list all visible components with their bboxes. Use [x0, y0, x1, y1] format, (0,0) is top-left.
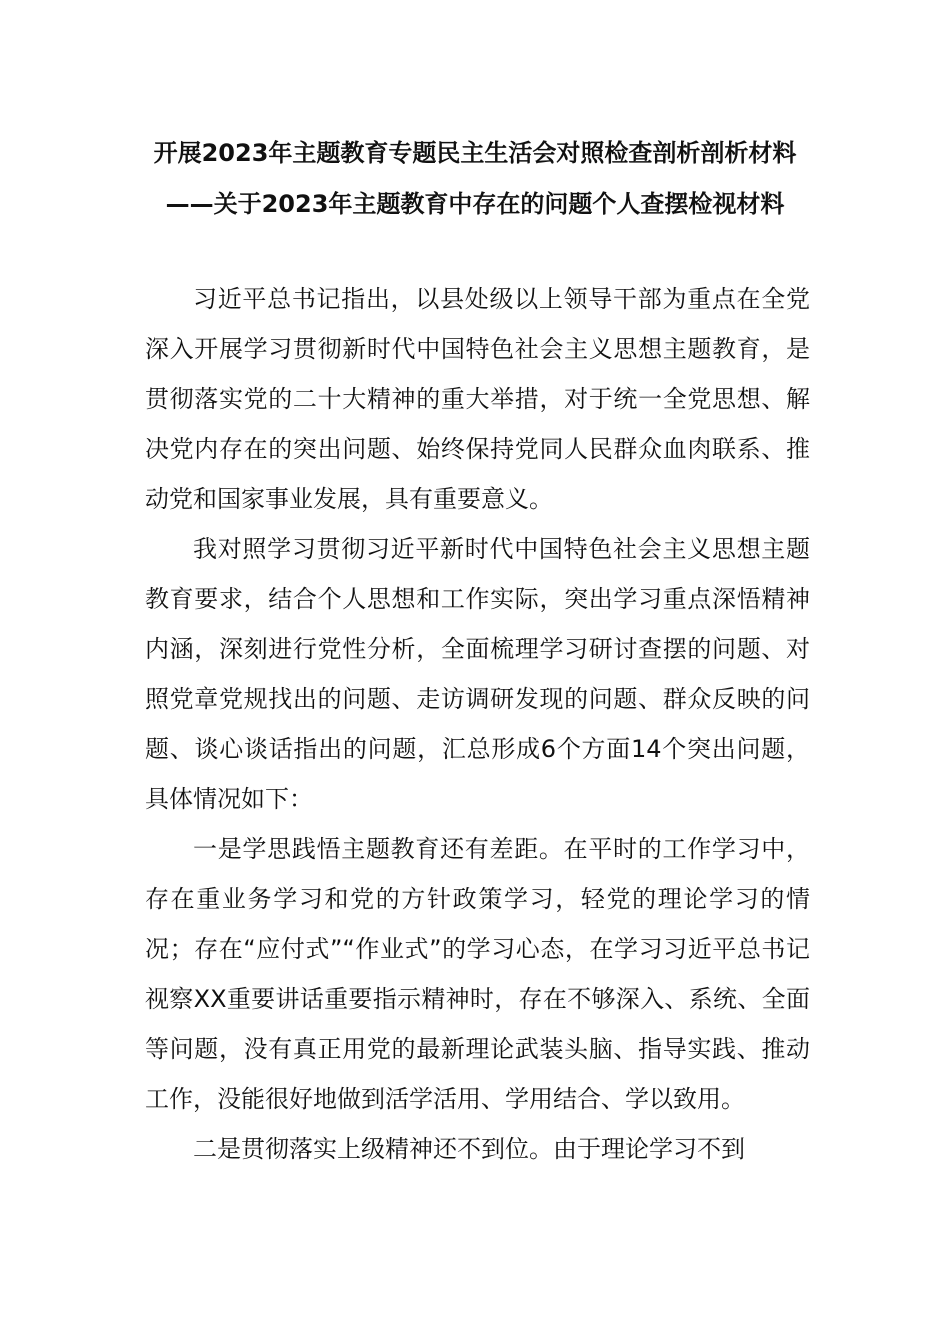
paragraph-issue-2: 二是贯彻落实上级精神还不到位。由于理论学习不到 [193, 1135, 745, 1163]
paragraph-intro: 习近平总书记指出，以县处级以上领导干部为重点在全党深入开展学习贯彻新时代中国特色社会主义思想主题教育，是贯彻落实党的二十大精神的重大举措，对于统一全党思想、解决党内存在的突出问题、始终保持党同人民群众血肉联系、推动党和国家事业发展，具有重要意义。 [145, 285, 810, 513]
paragraph-issue-1: 一是学思践悟主题教育还有差距。在平时的工作学习中，存在重业务学习和党的方针政策学习，轻党的理论学习的情况；存在“应付式”“作业式”的学习心态，在学习习近平总书记视察XX重要讲话重要指示精神时，存在不够深入、系统、全面等问题，没有真正用党的最新理论武装头脑、指导实践、推动工作，没能很好地做到活学活用、学用结合、学以致用。 [145, 835, 810, 1113]
document-body [145, 274, 810, 1174]
document-title: 开展2023年主题教育专题民主生活会对照检查剖析剖析材料——关于2023年主题教育中存在的问题个人查摆检视材料 [153, 139, 797, 218]
paragraph-overview: 我对照学习贯彻习近平新时代中国特色社会主义思想主题教育要求，结合个人思想和工作实际，突出学习重点深悟精神内涵，深刻进行党性分析，全面梳理学习研讨查摆的问题、对照党章党规找出的问题、走访调研发现的问题、群众反映的问题、谈心谈话指出的问题，汇总形成6个方面14个突出问题，具体情况如下： [145, 535, 810, 813]
